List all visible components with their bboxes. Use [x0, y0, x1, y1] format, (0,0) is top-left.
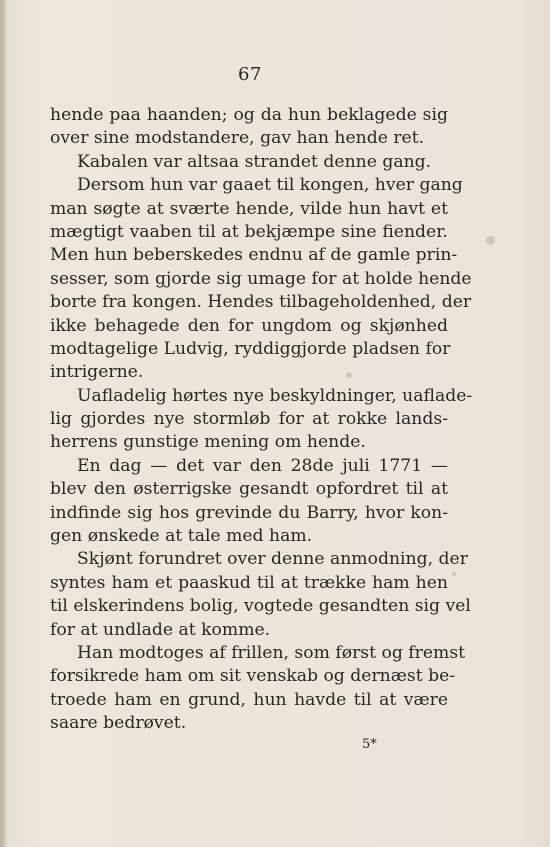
text-line: Uafladelig hørtes nye beskyldninger, uaflade-: [77, 385, 473, 406]
text-line: blev den østerrigske gesandt opfordret til at: [50, 479, 448, 500]
page-spine-edge: [0, 0, 6, 847]
text-line: herrens gunstige mening om hende.: [50, 432, 366, 453]
paper-speck: [346, 372, 352, 378]
text-line: Kabalen var altsaa strandet denne gang.: [77, 151, 432, 172]
text-line: ikke behagede den for ungdom og skjønhed: [50, 315, 448, 336]
text-line: indfinde sig hos grevinde du Barry, hvor kon-: [50, 502, 448, 523]
text-line: over sine modstandere, gav han hende ret.: [50, 128, 425, 149]
text-line: intrigerne.: [50, 362, 144, 383]
text-line: hende paa haanden; og da hun beklagede sig: [50, 105, 448, 125]
paper-speck: [452, 572, 456, 576]
text-line: for at undlade at komme.: [50, 619, 271, 640]
text-line: modtagelige Ludvig, ryddiggjorde pladsen for: [50, 338, 451, 359]
text-line: Men hun beberskedes endnu af de gamle prin-: [50, 245, 458, 266]
text-line: lig gjordes nye stormløb for at rokke lands-: [50, 409, 448, 430]
text-line: saare bedrøvet.: [50, 713, 187, 734]
text-line: man søgte at sværte hende, vilde hun havt et: [50, 198, 448, 219]
text-line: Dersom hun var gaaet til kongen, hver gang: [77, 175, 463, 196]
text-line: gen ønskede at tale med ham.: [50, 526, 313, 547]
text-line: borte fra kongen. Hendes tilbageholdenhed, der: [50, 292, 472, 313]
body-text: [50, 104, 473, 736]
text-line: mægtigt vaaben til at bekjæmpe sine fiender.: [50, 221, 448, 242]
signature-mark: 5*: [362, 737, 377, 752]
text-line: syntes ham et paaskud til at trække ham hen: [50, 572, 448, 593]
text-line: til elskerindens bolig, vogtede gesandten sig vel: [50, 596, 471, 617]
paper-speck: [486, 236, 495, 245]
text-line: En dag — det var den 28de juli 1771 —: [77, 455, 448, 476]
text-line: troede ham en grund, hun havde til at være: [50, 689, 448, 710]
text-line: sesser, som gjorde sig umage for at holde hende: [50, 268, 472, 289]
text-line: Han modtoges af frillen, som først og fremst: [77, 642, 466, 663]
text-line: Skjønt forundret over denne anmodning, der: [77, 549, 468, 570]
text-line: forsikrede ham om sit venskab og dernæst be-: [50, 666, 456, 687]
page-number: 67: [238, 64, 262, 85]
